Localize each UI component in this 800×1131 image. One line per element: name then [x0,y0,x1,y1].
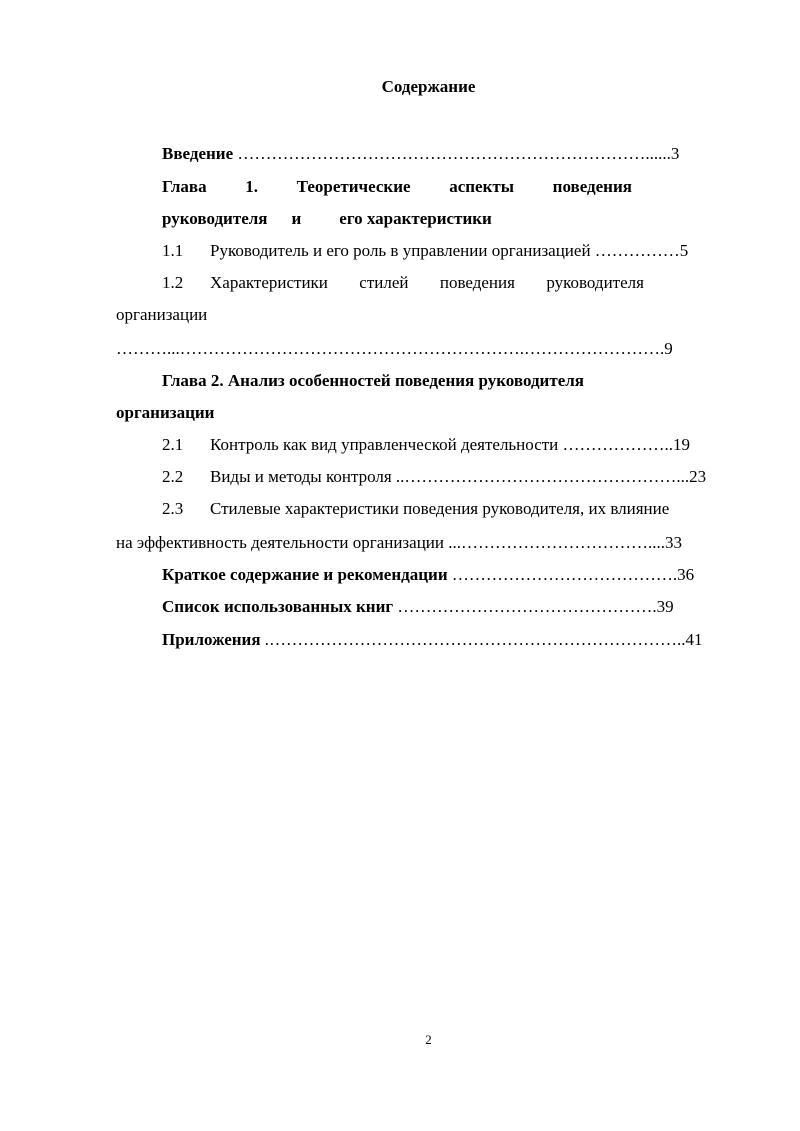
toc-section-page: 23 [689,467,707,486]
toc-entry-1-2-number [162,272,210,294]
toc-section-text-cont: на эффективность деятельности организации ...…………………………….... [116,533,665,552]
toc-appendix-page: 41 [685,630,703,649]
toc-section-word: руководителя [546,273,644,292]
toc-bibliography-page: 39 [656,597,674,616]
toc-chapter2-title: Глава 2. Анализ особенностей поведения руководителя [162,371,584,390]
toc-entry-2-3[interactable] [162,498,669,520]
toc-chapter1-line2[interactable] [162,208,492,230]
toc-chapter1-word: Глава [162,177,207,196]
toc-summary-leader: …………………………………. [447,565,678,584]
toc-intro-leader: ………………………………………………………………...... [233,144,671,163]
toc-section-text: организации [116,305,208,324]
toc-chapter2-line2 [116,402,214,424]
toc-section-text: Виды и методы контроля ..…………………………………………... [210,467,690,486]
toc-section-number: 2.1 [162,435,184,454]
toc-entry-2-3-cont [116,532,682,554]
toc-section-number: 1.1 [162,241,184,260]
toc-entry-bibliography[interactable] [162,596,674,618]
page-title: Содержание [381,77,476,96]
toc-section-number: 2.3 [162,499,184,518]
toc-section-page: 33 [665,533,682,552]
toc-summary-label: Краткое содержание и рекомендации [162,565,448,584]
toc-section-page: 5 [679,241,689,260]
toc-intro-label: Введение [162,144,234,163]
toc-section-leader: ………...…………………………………………………….……………………. [116,339,665,358]
toc-section-text: Руководитель и его роль в управлении организацией …………… [210,241,680,260]
toc-section-number: 2.2 [162,467,184,486]
toc-summary-page: 36 [677,565,695,584]
toc-chapter1-word: 1. [245,177,259,196]
toc-entry-1-2-cont [116,304,207,326]
toc-section-text: Контроль как вид управленческой деятельности ……………….. [210,435,674,454]
toc-bibliography-label: Список использованных книг [162,597,394,616]
toc-chapter1-word: поведения [552,177,632,196]
toc-chapter2-title-cont: организации [116,403,215,422]
toc-chapter1-word: и [291,209,302,228]
toc-bibliography-leader: ………………………………………. [393,597,657,616]
toc-section-word: стилей [359,273,409,292]
toc-section-word: поведения [439,273,515,292]
toc-section-text: Стилевые характеристики поведения руководителя, их влияние [210,499,670,518]
toc-entry-2-2[interactable] [162,466,706,488]
toc-entry-appendix[interactable] [162,629,703,651]
toc-chapter1-line1[interactable] [162,176,632,198]
toc-chapter1-word: аспекты [449,177,515,196]
toc-section-word: Характеристики [210,273,328,292]
toc-entry-1-1[interactable] [162,240,688,262]
toc-appendix-leader: .……………………………………………………………….. [260,630,686,649]
toc-section-page: 9 [664,339,673,358]
toc-entry-1-2-leader [116,338,740,360]
toc-intro-page: 3 [670,144,680,163]
toc-chapter1-word: его характеристики [339,209,492,228]
toc-chapter2-line1[interactable] [162,370,584,392]
page-number: 2 [425,1032,432,1047]
toc-entry-summary[interactable] [162,564,694,586]
toc-entry-1-2[interactable] [210,272,644,294]
toc-section-number: 1.2 [162,273,184,292]
toc-chapter1-word: Теоретические [296,177,411,196]
toc-chapter1-word: руководителя [162,209,268,228]
toc-section-page: 19 [673,435,691,454]
toc-appendix-label: Приложения [162,630,261,649]
toc-entry-2-1[interactable] [162,434,690,456]
toc-entry-intro[interactable] [162,143,740,165]
